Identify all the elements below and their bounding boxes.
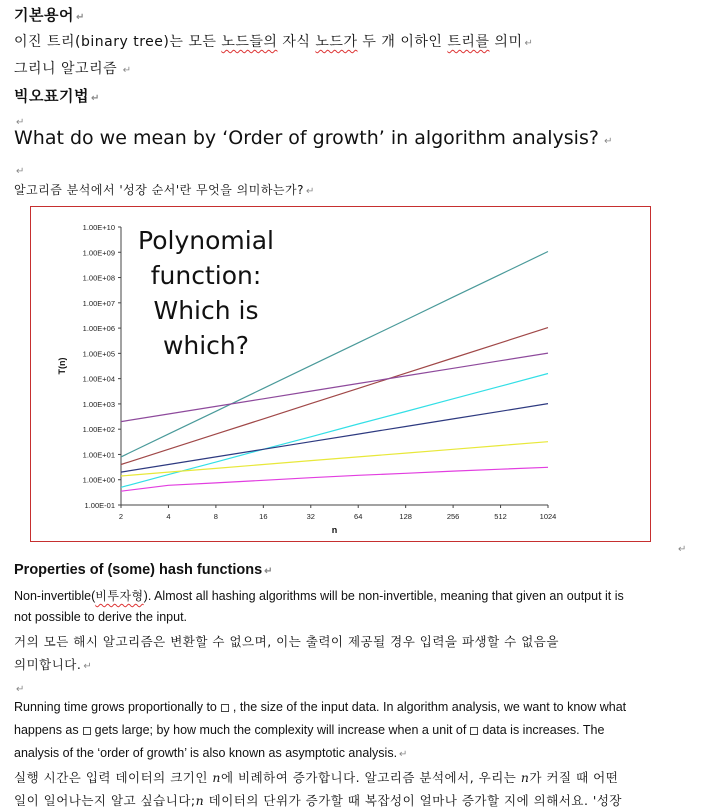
paragraph-mark-icon: ↵ — [678, 544, 687, 555]
series-line-5 — [121, 404, 548, 473]
missing-glyph-box — [221, 704, 229, 712]
series-line-6 — [121, 442, 548, 476]
order-of-growth-question: What do we mean by ‘Order of growth’ in algorithm analysis? ↵ — [14, 127, 613, 149]
y-tick-label: 1.00E+08 — [82, 273, 115, 283]
binary-tree-definition: 이진 트리(binary tree)는 모든 노드들의 자식 노드가 두 개 이하인 트리를 의미 ↵ — [14, 34, 534, 50]
x-tick-label: 2 — [118, 512, 124, 521]
chart-overlay-text — [138, 226, 274, 360]
paragraph-mark-icon: ↵ — [600, 136, 613, 147]
paragraph-mark-icon: ↵ — [16, 684, 25, 695]
missing-glyph-box — [470, 727, 478, 735]
y-tick-label: 1.00E+03 — [82, 399, 115, 409]
x-tick-label: 4 — [166, 512, 171, 521]
y-tick-label: 1.00E+05 — [82, 349, 115, 359]
y-tick-label: 1.00E+07 — [82, 298, 115, 308]
x-tick-label: 256 — [446, 512, 460, 521]
x-tick-label: 128 — [399, 512, 412, 521]
series-line-3 — [121, 353, 548, 422]
overlay-text-line: Polynomial — [138, 226, 274, 255]
x-tick-label: 512 — [494, 512, 507, 521]
chart-svg — [31, 207, 650, 541]
polynomial-growth-chart — [30, 206, 651, 542]
non-invertible-paragraph-line2: not possible to derive the input. — [14, 610, 188, 624]
overlay-text-line: which? — [162, 331, 250, 360]
heading-big-o: 빅오표기법 ↵ — [14, 87, 100, 105]
x-axis-label: n — [331, 525, 338, 535]
x-tick-label: 8 — [213, 512, 218, 521]
missing-glyph-box — [83, 727, 91, 735]
y-tick-label: 1.00E+10 — [82, 223, 115, 232]
running-time-korean-line2: 일이 일어나는지 알고 싶습니다;n 데이터의 단위가 증가할 때 복잡성이 얼마나 증가할 지에 의해서요. '성장 — [14, 793, 622, 808]
running-time-korean-line1: 실행 시간은 입력 데이터의 크기인 n에 비례하여 증가합니다. 알고리즘 분석에서, 우리는 n가 커질 때 어떤 — [14, 770, 619, 785]
x-tick-label: 64 — [354, 512, 363, 521]
y-axis-label: T(n) — [57, 357, 67, 375]
paragraph-mark-icon: ↵ — [16, 166, 25, 177]
paragraph-mark-icon: ↵ — [305, 186, 315, 197]
y-tick-label: 1.00E+00 — [82, 475, 115, 485]
empty-paragraph — [14, 159, 24, 178]
paragraph-mark-icon: ↵ — [75, 12, 85, 23]
y-tick-label: 1.00E+09 — [82, 248, 115, 258]
heading-hash-properties: Properties of (some) hash functions ↵ — [14, 562, 273, 578]
y-tick-label: 1.00E+02 — [82, 425, 115, 435]
empty-paragraph — [14, 677, 24, 696]
paragraph-mark-icon: ↵ — [83, 661, 93, 672]
non-invertible-paragraph-line1: Non-invertible(비투자형). Almost all hashing algorithms will be non-invertible, meaning that given an output it is — [14, 589, 624, 603]
paragraph-mark-icon: ↵ — [524, 38, 534, 49]
non-invertible-korean-line1: 거의 모든 해시 알고리즘은 변환할 수 없으며, 이는 출력이 제공될 경우 입력을 파생할 수 없음을 — [14, 634, 559, 649]
y-tick-label: 1.00E-01 — [84, 501, 115, 510]
paragraph-mark-icon: ↵ — [90, 93, 100, 104]
paragraph-mark-icon: ↵ — [119, 65, 132, 76]
y-tick-label: 1.00E+01 — [82, 450, 115, 460]
y-tick-label: 1.00E+06 — [82, 324, 115, 334]
order-of-growth-question-korean: 알고리즘 분석에서 '성장 순서'란 무엇을 의미하는가? ↵ — [14, 183, 315, 197]
overlay-text-line: function: — [150, 261, 262, 290]
paragraph-mark-icon: ↵ — [399, 749, 408, 760]
paragraph-mark-icon: ↵ — [16, 117, 25, 128]
x-tick-label: 1024 — [539, 512, 557, 521]
running-time-line3: analysis of the ‘order of growth’ is also known as asymptotic analysis. ↵ — [14, 746, 408, 760]
non-invertible-korean-line2: 의미합니다. ↵ — [14, 657, 93, 672]
chart-axes — [57, 223, 556, 535]
paragraph-mark-icon: ↵ — [264, 566, 273, 577]
greedy-algorithm-line: 그리니 알고리즘 ↵ — [14, 61, 132, 77]
running-time-line1: Running time grows proportionally to , the size of the input data. In algorithm analysis, we want to know what — [14, 700, 627, 714]
running-time-line2: happens as gets large; by how much the complexity will increase when a unit of data is increases. The — [14, 723, 605, 737]
overlay-text-line: Which is — [153, 296, 259, 325]
heading-basic-terms: 기본용어 ↵ — [14, 6, 85, 24]
x-tick-label: 16 — [259, 512, 268, 521]
y-tick-label: 1.00E+04 — [82, 374, 115, 384]
x-tick-label: 32 — [306, 512, 315, 521]
